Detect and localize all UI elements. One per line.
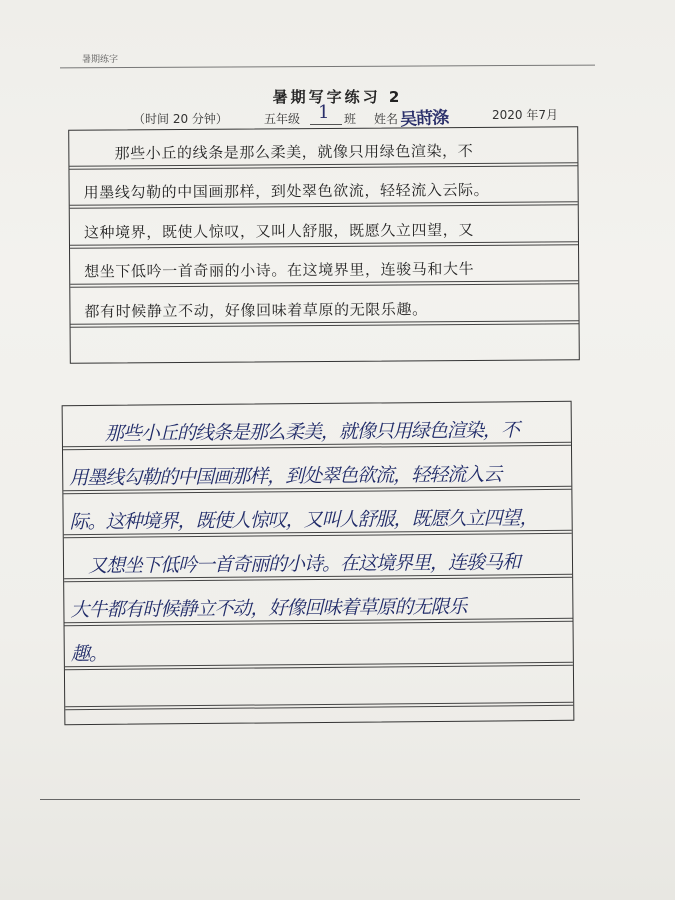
name-label: 姓名 <box>374 112 399 126</box>
handwritten-line: 那些小丘的线条是那么柔美，就像只用绿色渲染，不 <box>68 419 519 446</box>
worksheet-title: 暑期写字练习 2 <box>272 88 403 106</box>
date: 2020 年7月 <box>492 108 558 122</box>
class-value: 1 <box>318 102 330 123</box>
header-label: 暑期练字 <box>82 55 119 65</box>
header-divider <box>60 65 595 69</box>
printed-line: 那些小丘的线条是那么柔美，就像只用绿色渲染，不 <box>83 141 474 163</box>
handwritten-line: 趣。 <box>70 642 107 666</box>
bottom-divider <box>40 799 580 800</box>
handwritten-line: 际。这种境界，既使人惊叹，又叫人舒服，既愿久立四望， <box>69 507 538 534</box>
class-label: 班 <box>344 112 357 126</box>
printed-line: 想坐下低吟一首奇丽的小诗。在这境界里，连骏马和大牛 <box>84 259 475 281</box>
printed-line: 都有时候静立不动，好像回味着草原的无限乐趣。 <box>84 300 428 321</box>
handwriting-box <box>62 401 575 725</box>
time-info: （时间 20 分钟） <box>133 112 228 126</box>
handwritten-line: 用墨线勾勒的中国画那样，到处翠色欲流，轻轻流入云 <box>69 463 502 490</box>
handwritten-line: 大牛都有时候静立不动，好像回味着草原的无限乐 <box>70 595 467 622</box>
printed-line: 用墨线勾勒的中国画那样，到处翠色欲流，轻轻流入云际。 <box>83 180 490 202</box>
class-underline <box>310 124 342 125</box>
student-name-signature: 吴莳涤 <box>399 107 449 131</box>
model-text-box <box>68 126 580 364</box>
printed-line: 这种境界，既使人惊叹，又叫人舒服，既愿久立四望，又 <box>83 220 474 242</box>
handwritten-line: 又想坐下低吟一首奇丽的小诗。在这境界里，连骏马和 <box>69 551 521 578</box>
grade-label: 五年级 <box>264 112 301 126</box>
